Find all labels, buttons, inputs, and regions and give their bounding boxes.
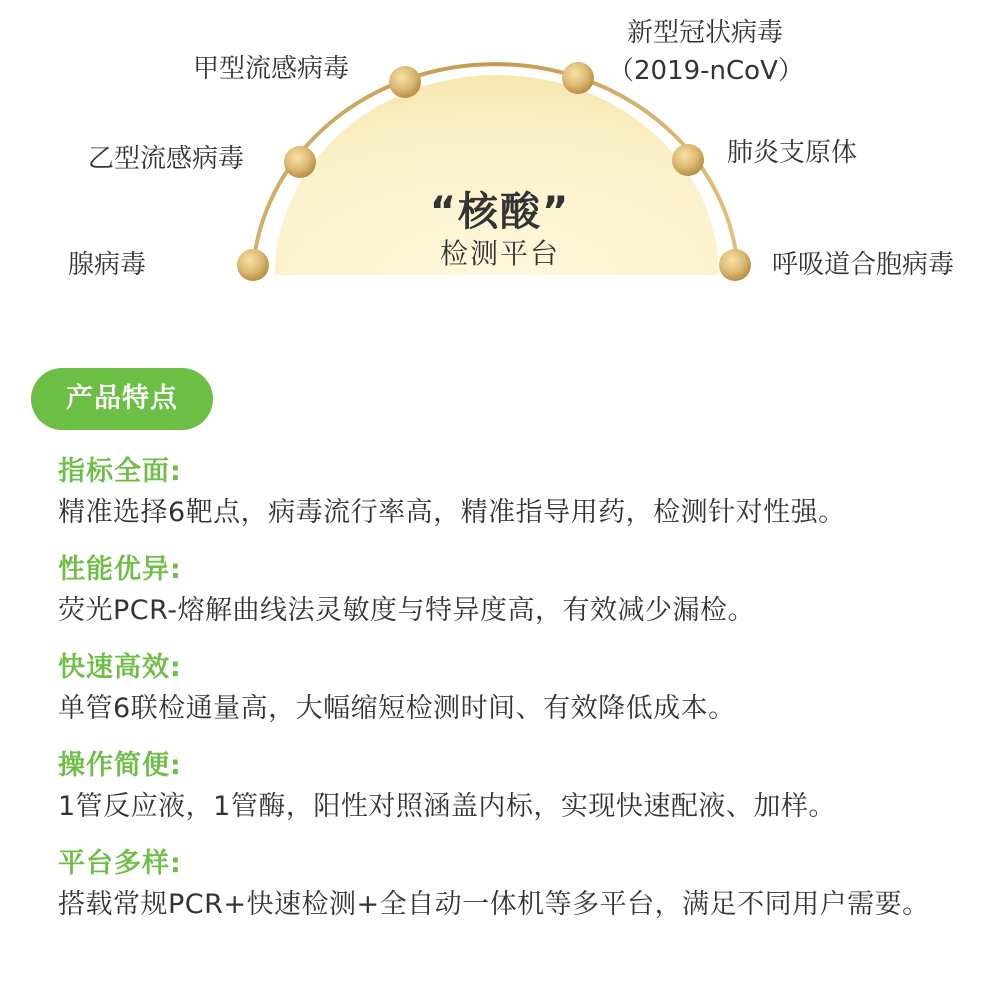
label-mycoplasma: 肺炎支原体: [727, 138, 858, 168]
label-influenza-a: 甲型流感病毒: [193, 54, 350, 84]
label-adenovirus: 腺病毒: [68, 250, 147, 280]
feature-item: [58, 648, 958, 730]
feature-description: 单管6联检通量高，大幅缩短检测时间、有效降低成本。: [58, 693, 736, 724]
platform-diagram: [0, 0, 999, 340]
label-influenza-b: 乙型流感病毒: [88, 144, 245, 174]
feature-title: 平台多样:: [58, 848, 182, 879]
dot-influenza-b: [284, 146, 316, 178]
feature-title: 性能优异:: [58, 554, 182, 585]
feature-item: [58, 452, 958, 534]
feature-item: [58, 746, 958, 828]
feature-description: 荧光PCR-熔解曲线法灵敏度与特异度高，有效减少漏检。: [58, 595, 756, 626]
dot-influenza-a: [389, 66, 421, 98]
feature-description: 精准选择6靶点，病毒流行率高，精准指导用药，检测针对性强。: [58, 497, 846, 528]
platform-title: “核酸”: [429, 189, 571, 235]
section-badge: 产品特点: [31, 368, 213, 430]
dot-rsv: [719, 249, 751, 281]
feature-description: 1管反应液，1管酶，阳性对照涵盖内标，实现快速配液、加样。: [58, 791, 836, 822]
platform-subtitle: 检测平台: [439, 237, 560, 270]
dot-adenovirus: [237, 249, 269, 281]
feature-title: 操作简便:: [58, 750, 182, 781]
label-covid-name: 新型冠状病毒: [627, 18, 784, 48]
feature-description: 搭载常规PCR+快速检测+全自动一体机等多平台，满足不同用户需要。: [58, 889, 930, 920]
feature-title: 快速高效:: [58, 652, 182, 683]
label-covid-code: （2019-nCoV）: [608, 56, 804, 86]
dot-mycoplasma: [672, 144, 704, 176]
label-rsv: 呼吸道合胞病毒: [772, 250, 955, 280]
feature-item: [58, 844, 958, 926]
feature-list: [58, 452, 958, 942]
feature-title: 指标全面:: [58, 456, 182, 487]
feature-item: [58, 550, 958, 632]
dot-covid: [562, 62, 594, 94]
